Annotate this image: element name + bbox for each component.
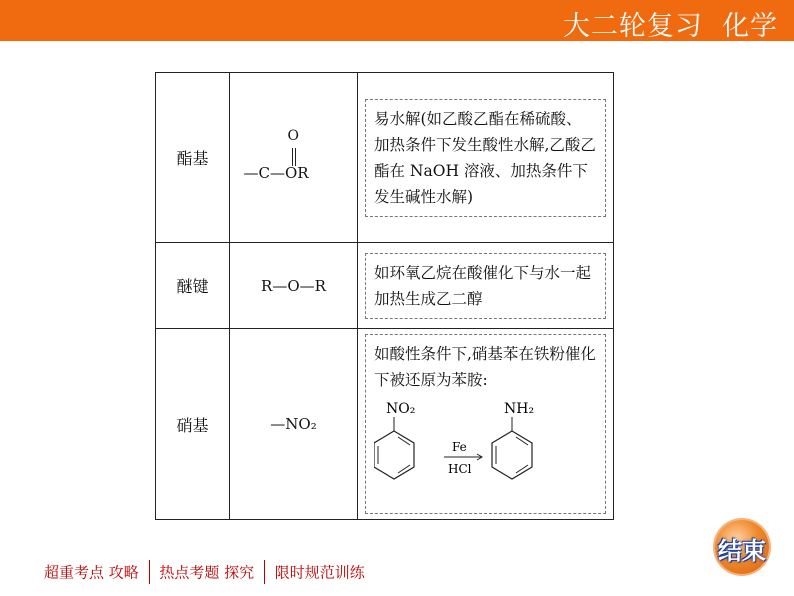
header-title: 大二轮复习 化学 bbox=[562, 11, 778, 42]
table-row bbox=[156, 329, 614, 520]
footer-link-hot-topics[interactable]: 热点考题 探究 bbox=[159, 563, 255, 582]
footer-divider bbox=[264, 560, 265, 584]
functional-group-table bbox=[155, 72, 614, 520]
footer-link-key-points[interactable]: 超重考点 攻略 bbox=[44, 563, 139, 582]
end-button-label: 结束 bbox=[718, 537, 766, 565]
amino-group-label: NH₂ bbox=[504, 401, 535, 417]
carbonyl-oxygen: O bbox=[287, 127, 299, 144]
group-name: 醚键 bbox=[156, 243, 230, 329]
end-button[interactable] bbox=[715, 520, 769, 574]
group-name: 硝基 bbox=[156, 329, 230, 520]
group-structure: R—O—R bbox=[230, 243, 358, 329]
table-row bbox=[156, 243, 614, 329]
group-property bbox=[358, 329, 614, 520]
reaction-arrow bbox=[444, 440, 482, 476]
property-text-box bbox=[365, 334, 606, 514]
group-property bbox=[358, 243, 614, 329]
footer-link-timed-training[interactable]: 限时规范训练 bbox=[274, 563, 365, 582]
group-property bbox=[358, 73, 614, 243]
ester-chain: —C—OR bbox=[243, 163, 309, 182]
ester-structure-formula bbox=[244, 128, 344, 188]
property-text: 如酸性条件下,硝基苯在铁粉催化下被还原为苯胺: bbox=[374, 345, 596, 389]
reaction-diagram bbox=[374, 399, 604, 499]
reagent-top: Fe bbox=[452, 440, 467, 454]
table-row bbox=[156, 73, 614, 243]
aniline-structure bbox=[492, 401, 534, 479]
footer-divider bbox=[149, 560, 150, 584]
nitro-group-label: NO₂ bbox=[386, 401, 416, 417]
group-structure: —NO₂ bbox=[230, 329, 358, 520]
group-name: 酯基 bbox=[156, 73, 230, 243]
header-bar bbox=[0, 0, 794, 41]
property-text: 易水解(如乙酸乙酯在稀硫酸、加热条件下发生酸性水解,乙酸乙酯在 NaOH 溶液、加热条件下发生碱性水解) bbox=[365, 99, 606, 217]
nitrobenzene-structure bbox=[374, 401, 415, 479]
group-structure bbox=[230, 73, 358, 243]
reagent-bottom: HCl bbox=[448, 462, 472, 476]
property-text: 如环氧乙烷在酸催化下与水一起加热生成乙二醇 bbox=[365, 253, 606, 319]
footer-nav bbox=[44, 560, 365, 584]
